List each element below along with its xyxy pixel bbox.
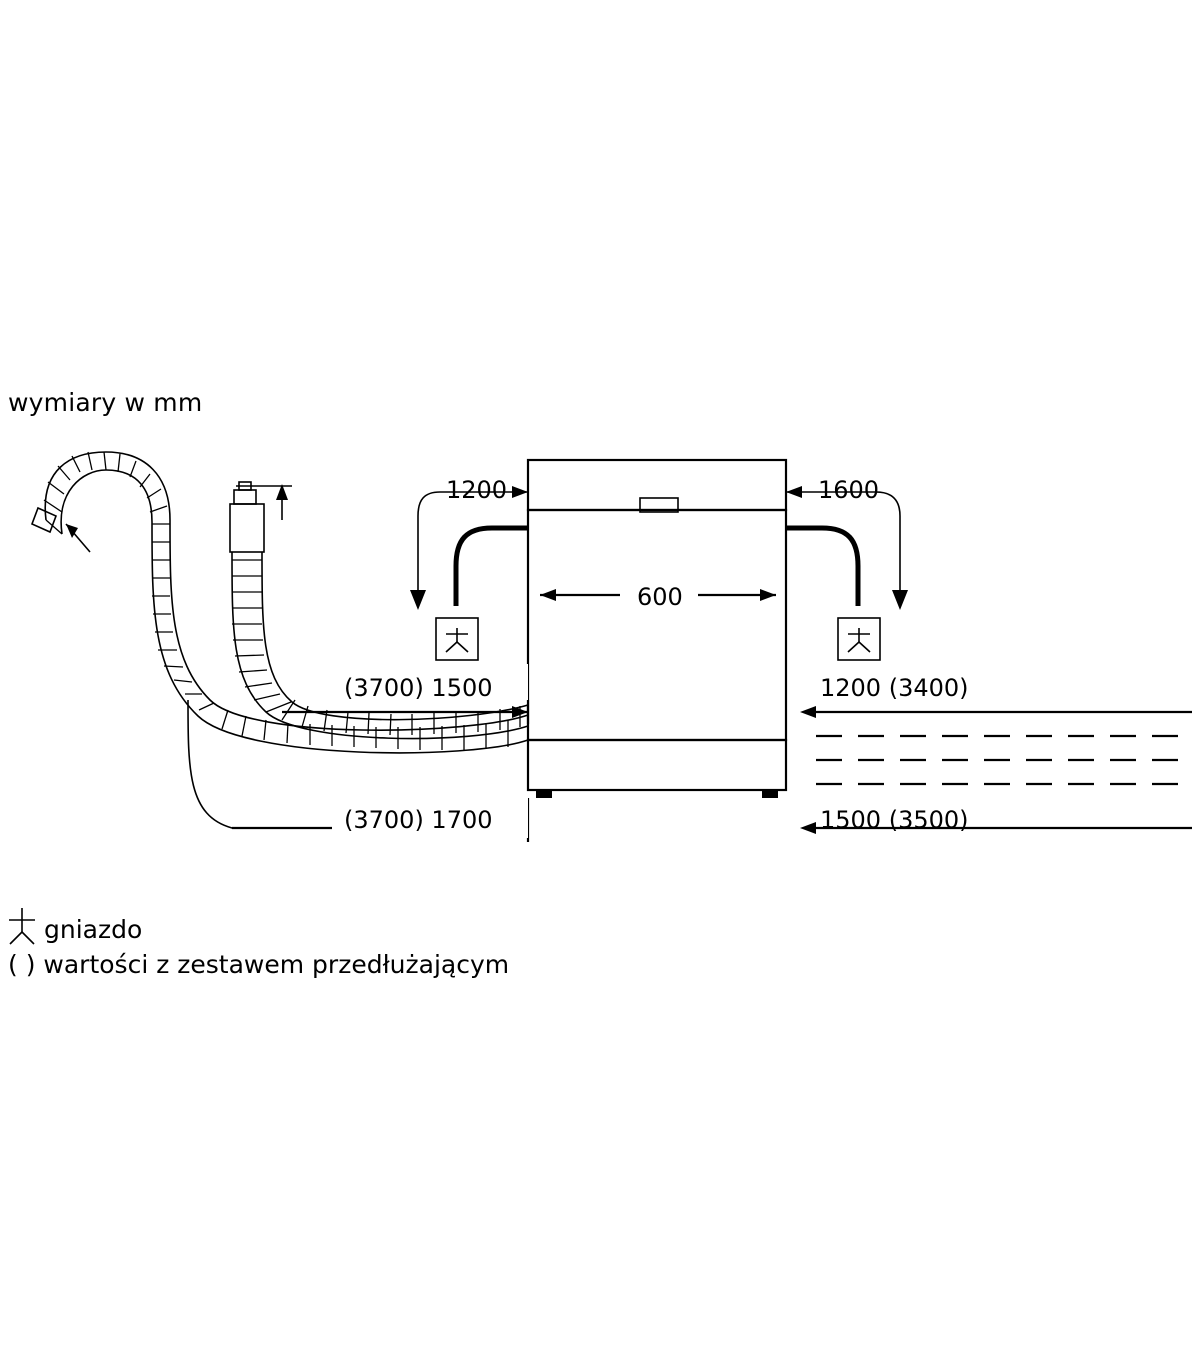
legend-socket-label: gniazdo [44, 915, 143, 944]
dimension-label-width: 600 [637, 583, 683, 611]
page-caption: wymiary w mm [8, 388, 203, 417]
legend-extension-label: ( ) wartości z zestawem przedłużającym [8, 950, 510, 979]
dimension-label-mid-right: 1200 (3400) [820, 674, 969, 702]
dimension-label-bottom-right: 1500 (3500) [820, 806, 969, 834]
aquastop-valve [230, 482, 292, 552]
dimension-label-mid-left: (3700) 1500 [344, 674, 493, 702]
dimension-label-top-left: 1200 [446, 476, 508, 504]
dishwasher-outline [528, 460, 786, 798]
left-power-cable [410, 486, 528, 660]
legend-socket-icon [9, 908, 35, 944]
socket-left-icon [436, 618, 478, 660]
socket-right-icon [838, 618, 880, 660]
dimension-label-top-right: 1600 [818, 476, 880, 504]
hose-nozzle [32, 508, 56, 532]
water-supply-hose [232, 552, 528, 739]
right-power-cable [786, 486, 908, 660]
dimension-label-bottom-left: (3700) 1700 [344, 806, 493, 834]
